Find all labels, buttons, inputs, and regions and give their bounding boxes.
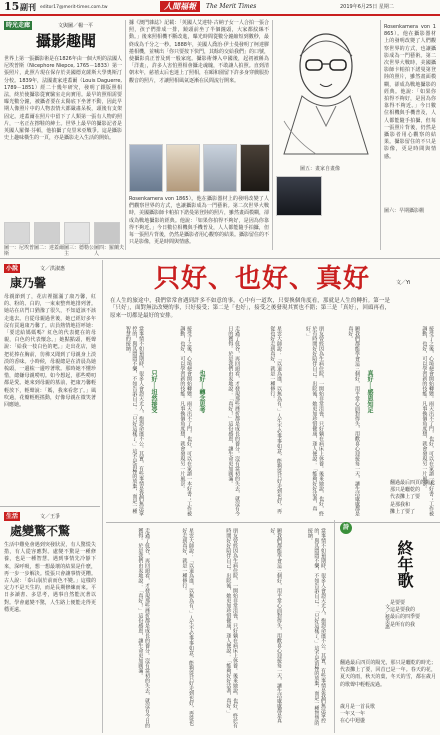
article-body-middle: 據《澳門雜誌》記載：「英國人艾達特·古納子女一人合拍一張合照，孩子們排成一排，鏡頭前坐了半個鐘頭，大家都紋絲不動。」後來照相機不斷改進，曝光時間從數分鐘縮短到數秒，最終成為千分之一秒。1888年，美國人喬治·伊士曼發明了柯達膠捲相機，並喊出「你只要按下快門，其餘的交給我們」的口號，使攝影真正普及到一般家庭。攝影術傳入中國後，起初被稱為「洋畫」，許多人害怕照相會攝走魂魄，不敢讓人拍照。直到清朝末年，慈禧太后也迷上了照相，在頤和園留下許多身穿戲服扮觀音的照片，才讓照相風氣逐漸在民間流行開來。 [129,20,270,84]
article-column: 朋友曾經因為生病住院，一開始非常沮喪，只好躺在病床上休養。後來她說，也好，終於有時間好好陪伴自己。出院後，她更加珍惜健康，逢人便說：「能夠好好活著，真好。」 [304,326,324,516]
poem-line: 是要要 [390,600,406,606]
article-subhead: 真好──感恩知足 [366,370,373,414]
email-link[interactable]: editor17@merit-times.com.tw [40,5,108,10]
article-column: 星雲大師說：「以退為進，以無為有。」人生不必事事如意，能夠從只好走到也好，再從也好走到真好，就是一種修行。 [181,528,194,726]
painting-photo [166,144,200,192]
painting-photo [203,144,237,192]
section-divider [0,506,100,507]
sketch-caption: 圖五：畫家自畫像 [300,166,341,172]
story-body: 生活中難免會遇到突發狀況，有人驚慌失措，有人從容應對。處變不驚是一種修養，也是一種智慧。遇到事情先冷靜下來，深呼吸，想一想最壞的結果是什麼，再一步一步解決。慌張只會讓事情更糟。古人說：「泰山崩於前而色不變。」這樣的定力不是天生的，而是長期修練而來。平日多讀書、多思考，遇事自然能沉著以對。學會處變不驚，人生路上便能走得更穩更遠。 [4,542,96,613]
painting-photo [129,144,163,192]
article-subhead: 只好──坦然接受 [150,370,157,414]
poem-body: 翻過最后四頁的陽光，那只是曬乾的時光；代表攤上了要，回首已是一年。春天的花，夏天的雨，秋天的葉，冬天的雪，都在歲月的歌聲中輕輕流過。 [340,660,436,688]
column-tag: 時光走廊 [6,22,31,29]
poem-line: 是那我和 [390,501,411,508]
column-tag: 小說 [6,265,19,272]
poem-lines-lower [390,600,438,636]
byline: 文／王爭 [40,514,61,520]
portrait-strip [4,222,125,257]
article-title: 只好、也好、真好 [154,264,371,294]
article-body-middle-lower: Rosenkamera von 1865）。他在攝影器材上的發明改變了人們觀察世界的方式，也讓攝影成為一門藝術。第二次世界大戰時，美國攝影師卡帕拍下諾曼第登陸的照片，雖然畫面模糊，卻成為戰地攝影的經典。他說：「如果你拍得不夠好，是因為你靠得不夠近。」今日數位相機與手機普及，人人都能隨手拍攝，但每一張照片背後，仍然是攝影者用心觀察的結果。攝影留住的不只是影像，更是時間與情感。 [129,196,270,246]
column-rule [102,260,103,733]
article-title: 攝影趣聞 [36,32,97,50]
painting-photo [240,144,270,192]
article-body-right: Rosenkamera von 1865）。他在攝影器材上的發明改變了人們觀察世界的方式，也讓攝影成為一門藝術。第二次世界大戰時，美國攝影師卡帕拍下諾曼第登陸的照片，雖然畫面模糊，卻成為戰地攝影的經典。他說：「如果你拍得不夠好，是因為你靠得不夠近。」今日數位相機與手機普及，人人都能隨手拍攝，但每一張照片背後，仍然是攝影者用心觀察的結果。攝影留住的不只是影像，更是時間與情感。 [384,24,436,160]
sketch-portrait [276,26,376,156]
poem-byline: 文／蔡美惠 [384,604,390,629]
column-tag: 生活 [6,513,19,520]
studio-photo [276,176,322,216]
article-column: 願我們都能學會這三個好，用平常心面對得失，用歡喜心迎接每一天，讓生活處處都是真好。 [269,528,282,723]
article-column: 當事情不如預期時，很多人會怨天尤人，抱怨命運不公。其實，有些事情是我們無法掌控的，與其悶悶不樂，不如告訴自己：「只好這樣了。」這不是消極的放棄，而是一種智慧的接納。 [306,528,326,726]
section-name: 副刊 [20,2,36,12]
photo-caption: 圖二：達蓋爾 [34,245,65,251]
portrait-photo [94,222,120,244]
masthead [0,0,440,14]
article-photography [0,16,440,256]
article-subhead: 也好──轉念思考 [198,370,205,414]
page-number: 15 [4,0,20,13]
poem-title: 終年歌 [395,540,414,588]
poem-line: 翻過最后四頁的陽光 [390,480,436,486]
article-column: 朋友曾經因為生病住院，一開始非常沮喪，只好躺在病床上休養。後來她說，也好，終於有時間好好陪伴自己。出院後，她更加珍惜健康，逢人便說：「能夠好好活著，真好。」 [225,528,238,728]
column-rule [380,20,381,250]
column-tag: 詩 [340,522,352,534]
article-column: 走過了低谷，再回頭看，才發現那些挫折都是成長的養分。沒有當初的失去，就沒有今日的獲得。於是我們由衷地說：「真好！」這份感恩，讓生命更加圓滿。 [227,326,240,516]
logo [160,1,278,12]
portrait-photo [34,222,60,244]
sketch-portrait-drawing [276,26,376,156]
column-rule [272,20,273,250]
byline: 文／Yi [396,280,411,286]
column-rule [125,20,126,250]
article-body-left: 世界上第一張攝影術是在1826年由一個大明的法國人尼埃普斯（Nicephore Niepce, 1765－1833）第一張照片，此照片現在保存於美國德克薩斯大學奧斯汀分校。1839年，法國畫家達蓋爾（Louis Daguerre, 1789－1851）經二十幾年研究，發明了銀版照相法，終於使攝影從實驗室走向實用。最早的照相需要曝光數分鐘，被攝者要在太陽底下坐著不動，因此早期人像照片中的人物表情大都嚴肅呆板，頭後有支架固定。達蓋爾在照片中留下了人類第一張有人物的照片，一名正在擦鞋的紳士。世界上最早的攝影記者是英國人羅傑·芬頓，他拍攝了克里米亞戰爭。這是攝影史上趣味橫生的一頁，亦是攝影走入生活的開始。 [4,56,122,142]
poem-line: 這是要我的 [390,607,416,614]
poem-line: 是所有的我 [390,621,416,628]
logo-en: The Merit Times [206,3,257,10]
poem-line: 最后的四季要 [390,614,421,621]
poem-line: 在心中迴盪 [340,718,366,725]
story-title: 康乃馨 [10,276,47,290]
article-column: 星雲大師說：「以退為進，以無為有。」人生不必事事如意，能夠從只好走到也好，再從也好走到真好，就是一種修行。 [269,326,282,514]
story-body: 母親節到了，花店裡擺滿了康乃馨，紅的、粉的、白的，一束束整齊地排列著。她站在店門口猶豫了很久，不知道該不該走進去。自從母親過世後，她已經好多年沒有買過康乃馨了。店員熱情地招呼她：「要送給媽媽嗎？紅色的代表健在的母親，白色的代表懷念。」她點點頭，輕聲說：「給我一枝白色的吧。」走出花店，她把花捧在胸前，彷彿又聞到了母親身上淡淡的香味。小時候，母親總是在清晨為她梳頭，一邊梳一邊哼著歌。那時她不懂珍惜，總嫌母親嘮叨。如今想起，那些嘮叨都是愛。她來到母親的墓前，把康乃馨輕輕放下，輕聲說：「媽，我來看您了。」風吹過，花瓣輕輕搖動，好像母親在微笑著回應她。 [4,294,96,409]
poem-line: 那只是曬乾的 [390,487,421,494]
photo-caption: 圖一：尼埃普斯 [4,245,35,257]
portrait-photo [64,222,90,244]
poem-line: 一年又一年 [340,711,366,718]
issue-date: 2019年6月25日 星期二 [340,4,394,10]
byline: 文與圖／楊一平 [58,23,94,29]
article-column: 接受了之後，心境便會開始轉變。雨天出不了門，也好，可以在家讀一本好書；工作被調動，也好，可以學習新的技能。凡事換個角度想，就會發現另一片風景。 [179,326,192,516]
article-column: 走過了低谷，再回頭看，才發現那些挫折都是成長的養分。沒有當初的失去，就沒有今日的獲得。於是我們由衷地說：「真好！」這份感恩，讓生命更加圓滿。 [137,528,150,728]
sidebar-story-carnation [0,260,100,505]
article-column: 接受了之後，心境便會開始轉變。雨天出不了門，也好，可以在家讀一本好書；工作被調動，也好，可以學習新的技能。凡事換個角度想，就會發現另一片風景。 [421,326,434,516]
poem-ending [340,704,436,730]
photo-caption: 圖三：德勒公主 [64,245,95,257]
studio-caption: 圖六：早期攝影棚 [384,208,425,214]
story-title: 處變驚不驚 [10,524,71,538]
poem-line: 歲月是一首長歌 [340,704,376,710]
column-rule [334,520,335,733]
portrait-photo [4,222,30,244]
section-divider [0,258,440,259]
byline: 文／洪淑惠 [40,266,66,272]
poem-line: 代表攤上了要 [390,494,421,501]
article-column: 當事情不如預期時，很多人會怨天尤人，抱怨命運不公。其實，有些事情是我們無法掌控的，與其悶悶不樂，不如告訴自己：「只好這樣了。」這不是消極的放棄，而是一種智慧的接納。 [124,326,144,516]
article-lead: 在人生的旅途中，我們常常會遇到許多不如意的事。心中有一道坎，只要換個角度看，那就是人生的轉折。第一是「只好」，面對無法改變的事，只好接受；第二是「也好」，接受之後發現其實也不錯；第三是「真好」，回頭再看，原來一切都是最好的安排。 [110,298,390,319]
logo-cn: 人間福報 [160,1,200,12]
poem-lines [390,480,438,518]
photo-caption: 圖四：羅蘭夫人 [94,245,125,257]
sidebar-story-calm [0,508,100,733]
poem-line: 攤上了要了 [390,508,416,515]
article-column: 願我們都能學會這三個好，用平常心面對得失，用歡喜心迎接每一天，讓生活處處都是真好。 [347,326,360,516]
